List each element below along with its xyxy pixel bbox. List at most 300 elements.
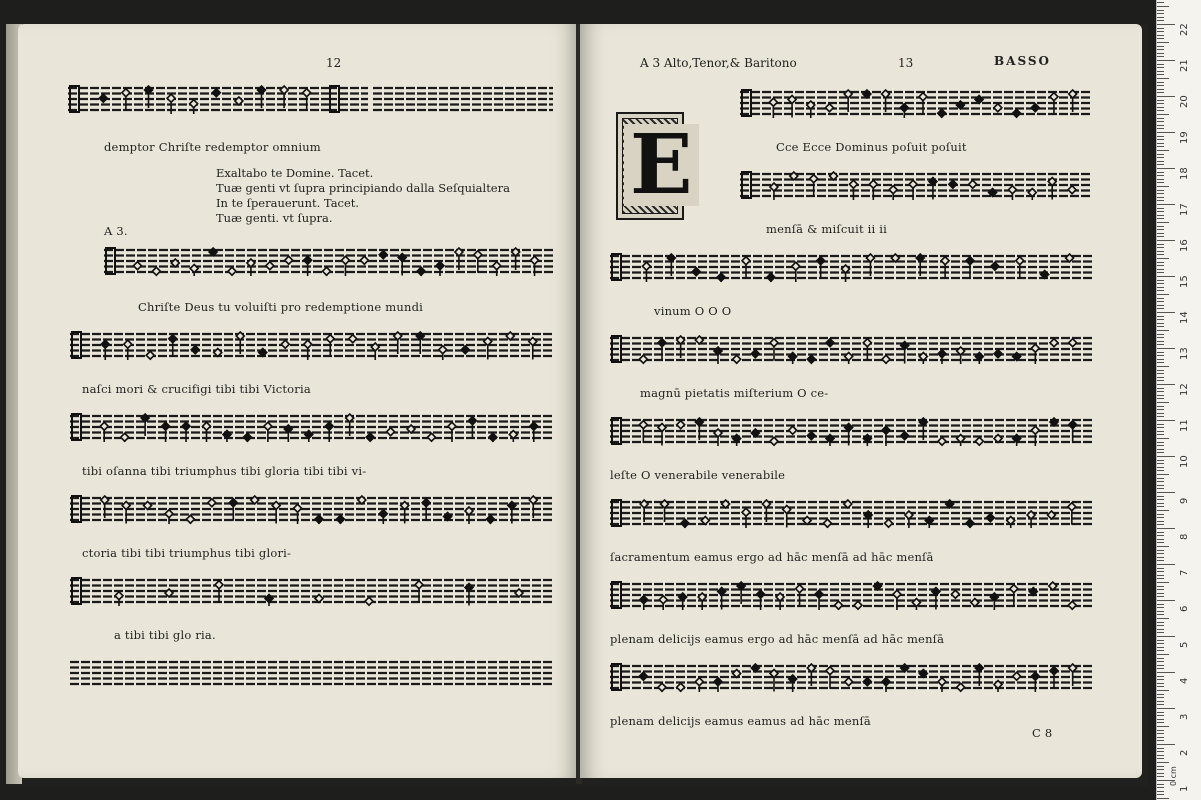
music-note	[885, 519, 893, 527]
music-staff	[70, 576, 554, 606]
ruler-tick	[1157, 13, 1164, 14]
music-note	[336, 515, 344, 524]
ruler-tick	[1157, 578, 1164, 579]
ruler-tick	[1157, 323, 1164, 324]
ruler-tick	[1157, 161, 1164, 162]
empty-staff	[70, 658, 554, 688]
ruler-tick	[1157, 139, 1164, 140]
music-note	[825, 104, 833, 112]
music-note	[863, 435, 871, 447]
music-note	[991, 262, 999, 270]
music-staff-end	[328, 84, 368, 114]
music-note	[640, 596, 648, 610]
ruler-number: 14	[1179, 311, 1190, 324]
ruler-tick	[1157, 330, 1169, 331]
music-note	[212, 89, 220, 97]
ruler-tick	[1157, 312, 1175, 313]
ruler-tick	[1157, 373, 1164, 374]
ruler-tick	[1157, 308, 1164, 309]
music-note	[360, 256, 368, 264]
ruler-tick	[1157, 427, 1164, 428]
ruler-tick	[1157, 442, 1164, 443]
ruler-tick	[1157, 190, 1164, 191]
music-note	[639, 672, 647, 680]
music-note	[949, 180, 957, 188]
ruler-tick	[1157, 89, 1164, 90]
ruler-tick	[1157, 218, 1164, 219]
music-note	[486, 515, 494, 524]
ruler-tick	[1157, 636, 1175, 637]
music-staff	[610, 662, 1092, 692]
ruler-tick	[1157, 539, 1164, 540]
music-note	[889, 186, 897, 200]
music-note	[323, 267, 331, 276]
ruler-tick	[1157, 362, 1164, 363]
music-note	[733, 355, 741, 364]
ruler-tick	[1157, 452, 1164, 453]
ruler-tick	[1157, 769, 1164, 770]
lyric-line: Cce Ecce Dominus poſuit poſuit	[776, 140, 967, 154]
rubric-text	[216, 166, 510, 226]
ruler-tick	[1157, 564, 1175, 565]
ruler-tick	[1157, 262, 1164, 263]
ruler-tick	[1157, 42, 1169, 43]
rubric-line: In te ſperauerunt. Tacet.	[216, 196, 360, 210]
music-note	[659, 596, 667, 610]
lyric-line: menſā & miſcuit ii ii	[766, 222, 887, 236]
open-book	[6, 24, 1148, 786]
ruler-tick	[1157, 143, 1164, 144]
ruler-tick	[1157, 380, 1164, 381]
music-note	[951, 590, 959, 598]
music-note	[115, 592, 123, 606]
music-note	[379, 510, 387, 524]
ruler-tick	[1157, 319, 1164, 320]
ruler-tick	[1157, 46, 1164, 47]
ruler-tick	[1157, 542, 1164, 543]
right-folio: 13	[898, 56, 914, 70]
ruler-tick	[1157, 586, 1164, 587]
ruler-tick	[1157, 287, 1164, 288]
ruler-tick	[1157, 78, 1169, 79]
music-note	[975, 353, 983, 365]
music-note	[966, 519, 974, 528]
ruler-tick	[1157, 470, 1164, 471]
ruler-tick	[1157, 280, 1164, 281]
ruler-tick	[1157, 546, 1169, 547]
music-note	[461, 346, 469, 354]
music-note	[489, 433, 497, 442]
music-note	[428, 433, 436, 441]
ruler-tick	[1157, 614, 1164, 615]
music-note	[1050, 339, 1058, 347]
ruler-tick	[1157, 96, 1175, 97]
ruler-tick	[1157, 67, 1164, 68]
music-note	[133, 262, 141, 270]
ruler-number: 18	[1179, 167, 1190, 180]
music-note	[266, 262, 274, 270]
music-note	[223, 431, 231, 443]
ruler-tick	[1157, 290, 1164, 291]
ruler-tick	[1157, 449, 1164, 450]
rubric-line: Exaltabo te Domine. Tacet.	[216, 166, 374, 180]
music-note	[789, 353, 797, 365]
ruler-tick	[1157, 640, 1164, 641]
ruler-tick	[1157, 506, 1164, 507]
voice-part-label: BASSO	[994, 54, 1051, 68]
music-note	[882, 355, 890, 364]
ruler-tick	[1157, 114, 1169, 115]
ruler-tick	[1157, 269, 1164, 270]
staff-graphic	[740, 88, 1092, 118]
lyric-line: a tibi tibi glo ria.	[114, 628, 216, 642]
ruler-tick	[1157, 254, 1164, 255]
ruler-tick	[1157, 82, 1164, 83]
ruler-tick	[1157, 175, 1164, 176]
ruler-number: 10	[1179, 455, 1190, 468]
ruler-number: 13	[1179, 347, 1190, 360]
staff-graphic	[68, 84, 328, 114]
ruler-tick	[1157, 463, 1164, 464]
ruler-tick	[1157, 197, 1164, 198]
ruler-tick	[1157, 132, 1175, 133]
ruler-tick	[1157, 391, 1164, 392]
ruler-tick	[1157, 434, 1164, 435]
decorated-initial	[616, 112, 693, 220]
music-note	[733, 435, 741, 447]
music-note	[826, 339, 834, 347]
staff-graphic	[610, 416, 1092, 446]
ruler-tick	[1157, 355, 1164, 356]
ruler-tick	[1157, 791, 1164, 792]
staff-graphic	[70, 494, 554, 524]
music-note	[387, 428, 395, 436]
ruler-number: 20	[1179, 95, 1190, 108]
ruler-tick	[1157, 766, 1164, 767]
music-note	[1013, 672, 1021, 680]
lyric-line: Chriſte Deus tu voluiſti pro redemptione mundi	[138, 300, 424, 314]
ruler-tick	[1157, 395, 1164, 396]
music-note	[994, 681, 1002, 693]
ruler-tick	[1157, 632, 1164, 633]
ruler-tick	[1157, 326, 1164, 327]
initial-letter: E	[624, 124, 699, 206]
ruler-tick	[1157, 341, 1164, 342]
ruler-tick	[1157, 10, 1164, 11]
music-note	[919, 353, 927, 365]
ruler-tick	[1157, 337, 1164, 338]
ruler-tick	[1157, 388, 1164, 389]
staff-graphic	[740, 170, 1092, 200]
music-note	[1013, 109, 1021, 117]
section-label: A 3.	[104, 224, 128, 238]
ruler-tick	[1157, 528, 1175, 529]
music-note	[681, 519, 689, 528]
ruler-tick	[1157, 359, 1164, 360]
ruler-tick	[1157, 240, 1175, 241]
ruler-tick	[1157, 56, 1164, 57]
ruler-tick	[1157, 532, 1164, 533]
running-head: A 3 Alto,Tenor,& Baritono	[640, 56, 797, 70]
ruler-tick	[1157, 575, 1164, 576]
music-staff	[68, 84, 328, 114]
music-note	[901, 432, 909, 440]
music-note	[986, 514, 994, 522]
music-note	[854, 601, 862, 609]
ruler-tick	[1157, 283, 1164, 284]
ruler-tick	[1157, 647, 1164, 648]
ruler-tick	[1157, 222, 1169, 223]
ruler-tick	[1157, 179, 1164, 180]
music-note	[695, 678, 703, 692]
ruler-tick	[1157, 200, 1164, 201]
music-note	[938, 437, 946, 445]
music-note	[969, 180, 977, 188]
ruler-tick	[1157, 413, 1164, 414]
ruler-tick	[1157, 697, 1164, 698]
ruler-number: 12	[1179, 383, 1190, 396]
music-staff	[610, 498, 1092, 528]
ruler-tick	[1157, 629, 1164, 630]
ruler-tick	[1157, 474, 1169, 475]
ruler-tick	[1157, 107, 1164, 108]
ruler-tick	[1157, 550, 1164, 551]
music-note	[1008, 186, 1016, 200]
ruler-tick	[1157, 125, 1164, 126]
ruler-tick	[1157, 661, 1164, 662]
ruler-tick	[1157, 751, 1164, 752]
ruler-tick	[1157, 208, 1164, 209]
rubric-line: Tuæ genti vt ſupra principiando dalla Seſquialtera	[216, 181, 510, 195]
music-staff	[610, 416, 1092, 446]
ruler-tick	[1157, 665, 1164, 666]
ruler-tick	[1157, 211, 1164, 212]
ruler-tick	[1157, 708, 1175, 709]
ruler-tick	[1157, 492, 1175, 493]
music-note	[436, 262, 444, 276]
ruler-tick	[1157, 773, 1164, 774]
ruler-tick	[1157, 35, 1164, 36]
ruler-tick	[1157, 496, 1164, 497]
ruler-tick	[1157, 71, 1164, 72]
music-note	[417, 267, 425, 276]
music-note	[807, 355, 815, 363]
ruler-tick	[1157, 334, 1164, 335]
music-note	[994, 350, 1002, 358]
ruler-tick	[1157, 481, 1164, 482]
music-note	[285, 256, 293, 264]
ruler-tick	[1157, 755, 1164, 756]
staff-graphic	[610, 662, 1092, 692]
ruler-tick	[1157, 60, 1175, 61]
lyric-line: vinum O O O	[654, 304, 732, 318]
music-note	[845, 353, 853, 365]
ruler-tick	[1157, 784, 1164, 785]
music-note	[900, 104, 908, 118]
ruler-tick	[1157, 672, 1175, 673]
ruler-number: 3	[1179, 713, 1190, 720]
ruler-tick	[1157, 593, 1164, 594]
ruler-tick	[1157, 121, 1164, 122]
ruler-tick	[1157, 733, 1164, 734]
ruler-tick	[1157, 758, 1164, 759]
left-folio: 12	[326, 56, 342, 70]
music-note	[509, 431, 517, 443]
ruler-tick	[1157, 740, 1164, 741]
left-page	[18, 24, 578, 778]
music-note	[146, 351, 154, 359]
ruler-tick	[1157, 668, 1164, 669]
ruler-number: 21	[1179, 59, 1190, 72]
ruler-tick	[1157, 150, 1169, 151]
ruler-tick	[1157, 625, 1164, 626]
lyric-line: plenam delicijs eamus ergo ad hāc menſā ad hāc menſā	[610, 632, 945, 646]
music-note	[152, 267, 160, 275]
ruler-tick	[1157, 398, 1164, 399]
music-note	[228, 267, 236, 275]
ruler-number: 5	[1179, 641, 1190, 648]
music-staff	[610, 334, 1092, 364]
music-note	[208, 499, 216, 507]
music-note	[882, 678, 890, 692]
ruler-tick	[1157, 85, 1164, 86]
music-note	[767, 273, 775, 282]
staff-graphic	[610, 580, 1092, 610]
ruler-tick	[1157, 762, 1169, 763]
ruler-number: 4	[1179, 677, 1190, 684]
staff-graphic	[70, 412, 554, 442]
music-note	[863, 678, 871, 686]
ruler-tick	[1157, 456, 1175, 457]
music-note	[770, 437, 778, 445]
ruler-tick	[1157, 377, 1164, 378]
music-note	[938, 678, 946, 692]
music-note	[265, 595, 273, 607]
lyric-line: plenam delicijs eamus eamus ad hāc menſā	[610, 714, 871, 728]
ruler-tick	[1157, 568, 1164, 569]
ruler-tick	[1157, 272, 1164, 273]
ruler-tick	[1157, 683, 1164, 684]
ruler-tick	[1157, 643, 1164, 644]
ruler-tick	[1157, 20, 1164, 21]
lyric-line: ſacramentum eamus ergo ad hāc menſā ad hāc menſā	[610, 550, 934, 564]
ruler-tick	[1157, 316, 1164, 317]
staff-graphic	[104, 246, 554, 276]
music-note	[315, 515, 323, 524]
music-note	[957, 435, 965, 447]
ruler-tick	[1157, 488, 1164, 489]
ruler-tick	[1157, 420, 1175, 421]
music-note	[186, 515, 194, 524]
staff-graphic	[610, 252, 1092, 282]
ruler-number: 1	[1179, 785, 1190, 792]
ruler-tick	[1157, 92, 1164, 93]
ruler-tick	[1157, 157, 1164, 158]
ruler-tick	[1157, 49, 1164, 50]
ruler-tick	[1157, 521, 1164, 522]
ruler-tick	[1157, 24, 1175, 25]
ruler-tick	[1157, 154, 1164, 155]
ruler-tick	[1157, 730, 1164, 731]
ruler-tick	[1157, 503, 1164, 504]
staff-graphic	[70, 658, 554, 688]
ruler-tick	[1157, 265, 1164, 266]
ruler-tick	[1157, 416, 1164, 417]
ruler-tick	[1157, 676, 1164, 677]
ruler-tick	[1157, 251, 1164, 252]
ruler-tick	[1157, 460, 1164, 461]
ruler-tick	[1157, 172, 1164, 173]
music-note	[835, 601, 843, 610]
music-note	[1013, 435, 1021, 447]
music-note	[677, 421, 685, 429]
ruler-tick	[1157, 431, 1164, 432]
ruler-tick	[1157, 679, 1164, 680]
music-note	[281, 340, 289, 348]
music-note	[826, 435, 834, 447]
ruler-tick	[1157, 204, 1175, 205]
ruler-tick	[1157, 229, 1164, 230]
ruler-tick	[1157, 686, 1164, 687]
ruler-tick	[1157, 499, 1164, 500]
rubric-line: Tuæ genti. vt ſupra.	[216, 211, 333, 225]
ruler-tick	[1157, 571, 1164, 572]
ruler-tick	[1157, 352, 1164, 353]
ruler-tick	[1157, 110, 1164, 111]
ruler-tick	[1157, 233, 1164, 234]
music-note	[190, 265, 198, 277]
ruler-tick	[1157, 596, 1164, 597]
ruler-tick	[1157, 276, 1175, 277]
staff-graphic	[610, 498, 1092, 528]
ruler-tick	[1157, 535, 1164, 536]
ruler-tick	[1157, 794, 1164, 795]
ruler-tick	[1157, 553, 1164, 554]
music-note	[823, 519, 831, 528]
ruler-number: 2	[1179, 749, 1190, 756]
ruler-tick	[1157, 600, 1175, 601]
lyric-line: magnū pietatis miſterium O ce-	[640, 386, 829, 400]
music-note	[692, 268, 700, 276]
ruler-number: 15	[1179, 275, 1190, 288]
music-note	[938, 350, 946, 364]
staff-graphic	[328, 84, 368, 114]
music-note	[305, 431, 313, 443]
ruler-tick	[1157, 244, 1164, 245]
music-note	[912, 599, 920, 611]
ruler-tick	[1157, 298, 1164, 299]
ruler-tick	[1157, 74, 1164, 75]
ruler-number: 19	[1179, 131, 1190, 144]
ruler-tick	[1157, 366, 1169, 367]
ruler-tick	[1157, 715, 1164, 716]
ruler-tick	[1157, 694, 1164, 695]
music-staff	[740, 88, 1092, 118]
ruler-tick	[1157, 467, 1164, 468]
music-note	[439, 346, 447, 360]
music-note	[751, 350, 759, 358]
ruler-tick	[1157, 402, 1169, 403]
ruler-tick	[1157, 517, 1164, 518]
ruler-tick	[1157, 607, 1164, 608]
music-note	[165, 510, 173, 524]
ruler-tick	[1157, 650, 1164, 651]
ruler-number: 22	[1179, 23, 1190, 36]
ruler-tick	[1157, 478, 1164, 479]
music-note	[994, 104, 1002, 112]
ruler-number: 16	[1179, 239, 1190, 252]
ruler-tick	[1157, 344, 1164, 345]
